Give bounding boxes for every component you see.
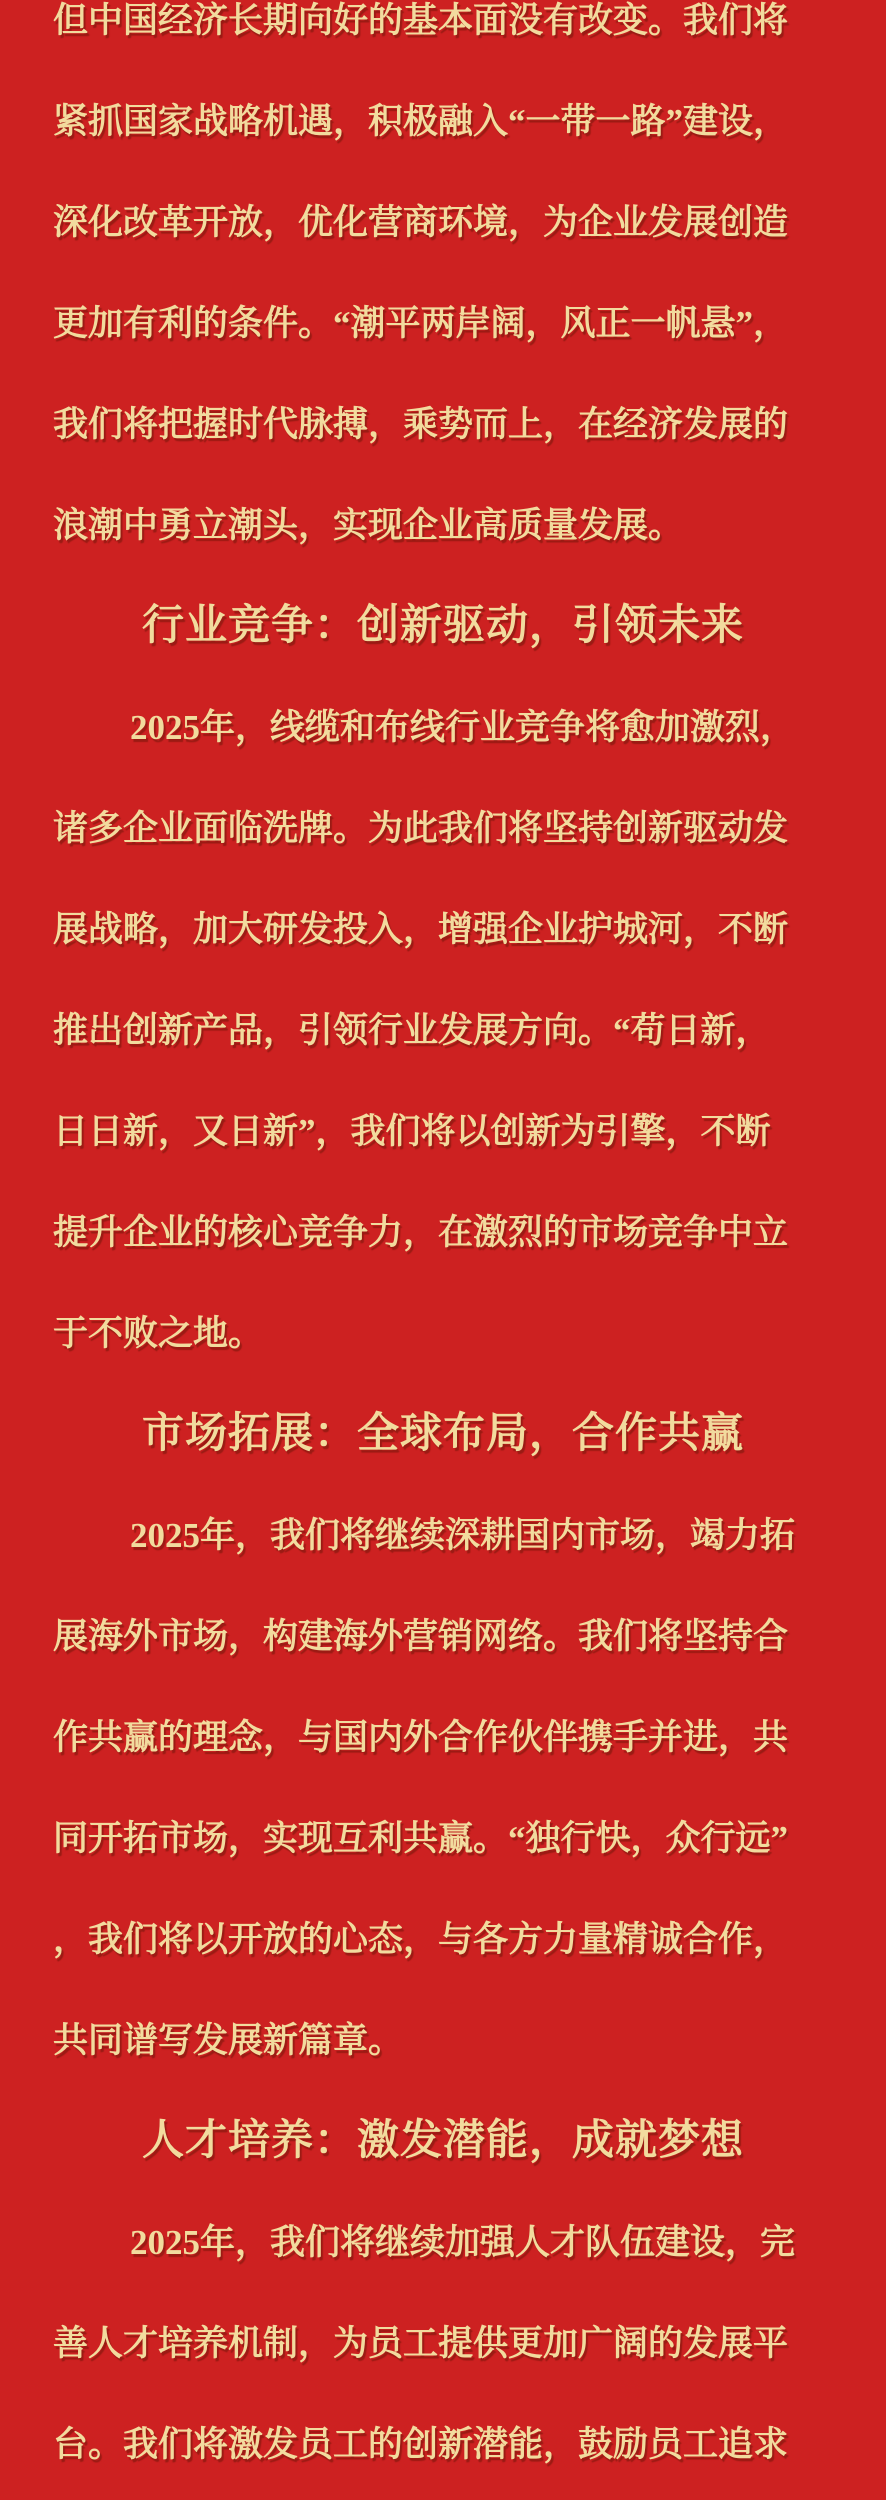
section-heading: 市场拓展：全球布局，合作共赢 <box>141 1411 744 1457</box>
paragraph-line: 浪潮中勇立潮头，实现企业高质量发展。 <box>53 506 684 545</box>
paragraph-line: 展战略，加大研发投入，增强企业护城河，不断 <box>53 910 789 949</box>
paragraph-line: 诸多企业面临洗牌。为此我们将坚持创新驱动发 <box>53 809 789 848</box>
paragraph-line: 善人才培养机制，为员工提供更加广阔的发展平 <box>53 2324 789 2363</box>
paragraph-line: 台。我们将激发员工的创新潜能，鼓励员工追求 <box>53 2425 789 2464</box>
paragraph-line: 作共赢的理念，与国内外合作伙伴携手并进，共 <box>53 1718 789 1757</box>
paragraph-line: 于不败之地。 <box>53 1314 264 1353</box>
paragraph-line: 紧抓国家战略机遇，积极融入“一带一路”建设， <box>53 102 789 141</box>
paragraph-line: 提升企业的核心竞争力，在激烈的市场竞争中立 <box>53 1213 789 1252</box>
section-heading: 人才培养：激发潜能，成就梦想 <box>141 2118 744 2164</box>
paragraph-line: ，我们将以开放的心态，与各方力量精诚合作， <box>53 1920 789 1959</box>
paragraph-line: 日日新，又日新”，我们将以创新为引擎，不断 <box>53 1112 771 1151</box>
paragraph-line: 更加有利的条件。“潮平两岸阔，风正一帆悬”， <box>53 304 789 343</box>
section-heading: 行业竞争：创新驱动，引领未来 <box>141 603 744 649</box>
paragraph-line: 2025年，线缆和布线行业竞争将愈加激烈， <box>130 708 796 747</box>
paragraph-line: 共同谱写发展新篇章。 <box>53 2021 404 2060</box>
paragraph-line: 2025年，我们将继续加强人才队伍建设，完 <box>130 2223 796 2262</box>
paragraph-line: 推出创新产品，引领行业发展方向。“苟日新， <box>53 1011 771 1050</box>
paragraph-line: 但中国经济长期向好的基本面没有改变。我们将 <box>53 1 789 40</box>
paragraph-line: 我们将把握时代脉搏，乘势而上，在经济发展的 <box>53 405 789 444</box>
paragraph-line: 深化改革开放，优化营商环境，为企业发展创造 <box>53 203 789 242</box>
paragraph-line: 展海外市场，构建海外营销网络。我们将坚持合 <box>53 1617 789 1656</box>
paragraph-line: 2025年，我们将继续深耕国内市场，竭力拓 <box>130 1516 796 1555</box>
paragraph-line: 同开拓市场，实现互利共赢。“独行快，众行远” <box>53 1819 789 1858</box>
